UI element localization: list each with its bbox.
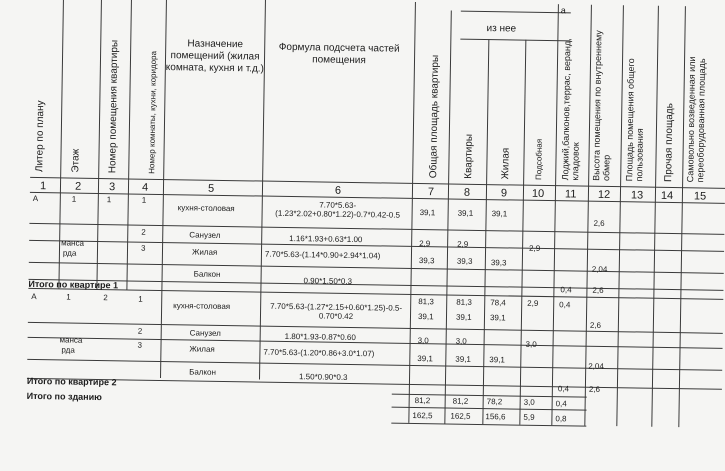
cell-purpose: кухня-столовая	[173, 301, 231, 312]
cell-height: 2,6	[592, 285, 604, 295]
cell-formula: 7.70*5.63-(1.23*2.02+0.80*1.22)-0.7*0.42-0.5	[275, 200, 401, 220]
cell-total-area: 39,1	[419, 208, 436, 218]
cell-room: 2	[137, 326, 143, 336]
col-number: 12	[597, 188, 611, 202]
cell-formula: 7.70*5.63-(1.14*0.90+2.94*1.04)	[264, 249, 381, 261]
cell-total-area: 39,1	[417, 312, 434, 322]
subtotal-loggia: 0,4	[559, 300, 571, 310]
rule	[461, 11, 571, 14]
rule	[460, 39, 570, 42]
col-header-formula: Формула подсчета частей помещения	[278, 41, 400, 67]
col-header-common: Площадь помещения общего пользования	[624, 58, 645, 182]
col-number: 6	[334, 184, 342, 197]
building-apartments: 162,5	[450, 411, 471, 421]
col-header-litera: Литер по плану	[34, 100, 47, 173]
cell-formula: 1.16*1.93+0.63*1.00	[289, 233, 363, 245]
subtotal-living: 78,2	[486, 397, 503, 407]
cell-room: 3	[137, 340, 143, 350]
rule	[444, 11, 451, 424]
cell-litera: А	[31, 291, 37, 302]
col-number: 2	[74, 180, 82, 193]
cell-formula: 7.70*5.63-(1.20*0.86+3.0*1.07)	[263, 347, 375, 359]
cell-apartments: 2,9	[457, 239, 469, 249]
cell-purpose: Балкон	[193, 269, 221, 279]
building-living: 156,6	[485, 412, 506, 422]
cell-floor-attic: манса	[61, 238, 85, 248]
col-header-other: Прочая площадь	[663, 103, 676, 183]
col-number: 13	[630, 189, 644, 202]
rule	[678, 6, 686, 427]
col-number: 8	[463, 186, 471, 199]
cell-purpose: Санузел	[189, 230, 221, 240]
subtotal-apartments: 81,2	[452, 396, 469, 406]
cell-floor-attic: рда	[61, 345, 75, 355]
col-number: 15	[693, 190, 707, 203]
cell-living: 39,1	[489, 355, 505, 365]
building-total-area: 162,5	[412, 410, 433, 421]
building-total-label: Итого по зданию	[26, 390, 102, 403]
cell-apartments: 39,1	[457, 208, 474, 218]
building-auxiliary: 5,9	[523, 412, 535, 422]
cell-apartment: 1	[106, 195, 112, 205]
cell-floor-attic: рда	[62, 248, 77, 258]
col-header-room: Номер комнаты, кухни, коридора	[147, 50, 159, 174]
building-loggia: 0,8	[555, 414, 567, 424]
cell-apartments: 3,0	[455, 336, 467, 346]
cell-room: 2	[141, 227, 146, 237]
cell-apartment: 2	[103, 293, 108, 303]
cell-total-area: 39,3	[418, 256, 435, 266]
col-number: 10	[531, 187, 545, 200]
cell-purpose: Жилая	[189, 344, 215, 354]
subtotal-loggia: 0,4	[555, 399, 567, 409]
subtotal-apartments: 81,3	[456, 297, 472, 307]
col-header-apartments: Квартиры	[463, 133, 475, 179]
col-number: 5	[207, 182, 215, 195]
subtotal-total-area: 81,3	[418, 297, 434, 307]
subtotal-total-area: 81,2	[414, 395, 431, 406]
col-header-auxiliary: Подсобная	[534, 138, 544, 180]
col-header-loggias: Лоджий,балконов,террас, веранд, кладовок	[560, 38, 581, 181]
cell-room: 3	[140, 243, 146, 253]
subtotal-living: 78,4	[490, 298, 506, 308]
subtotal-auxiliary: 2,9	[527, 298, 539, 308]
col-header-total-area: Общая площадь квартиры	[428, 54, 442, 179]
cell-purpose: Жилая	[191, 247, 218, 257]
col-header-apartment: Номер помещения квартиры	[107, 39, 121, 174]
col-header-floor: Этаж	[70, 148, 82, 173]
cell-room: 1	[141, 195, 147, 205]
cell-auxiliary: 3,0	[525, 339, 537, 349]
cell-auxiliary: 2,9	[529, 243, 541, 253]
col-number: 14	[660, 189, 674, 203]
cell-height: 2,04	[591, 264, 608, 274]
rule	[96, 0, 102, 289]
cell-height: 2,6	[593, 218, 605, 228]
cell-purpose: кухня-столовая	[177, 203, 235, 214]
cell-floor: 1	[71, 194, 77, 204]
cell-floor: 1	[66, 292, 71, 302]
cell-living: 39,1	[491, 209, 508, 219]
cell-total-area: 39,1	[417, 354, 433, 364]
cell-formula: 0.90*1.50*0.3	[303, 276, 353, 286]
col-number: 1	[39, 180, 47, 193]
col-number: 7	[427, 186, 435, 199]
cell-height: 2,6	[589, 320, 602, 330]
cell-formula: 7.70*5.63-(1.27*2.15+0.60*1.25)-0.5-0.70*0.42	[270, 301, 403, 322]
cell-height: 2,04	[588, 361, 604, 371]
rule	[126, 0, 132, 289]
col-header-unauthorized: Самовольно возведенная или переоборудованная площадь	[685, 56, 708, 183]
col-number: 9	[500, 187, 508, 200]
subtotal-label: Итого по квартире 1	[28, 278, 119, 291]
cell-apartments: 39,1	[455, 312, 472, 322]
cell-total-area: 2,9	[419, 239, 431, 249]
cell-room: 1	[138, 294, 143, 304]
col-number: 11	[564, 188, 577, 201]
rule	[616, 5, 624, 426]
part-of-header: из нее	[486, 23, 517, 35]
cell-living: 39,3	[490, 258, 507, 268]
cell-formula: 1.80*1.93-0.87*0.60	[284, 331, 356, 343]
cell-litera: А	[32, 193, 39, 204]
col-header-height: Высота помещения по внутреннему обмер	[591, 30, 612, 182]
rule	[551, 4, 559, 425]
cell-loggia: 0,4	[560, 285, 572, 295]
cell-floor-attic: манса	[59, 335, 83, 345]
cell-purpose: Санузел	[189, 328, 221, 338]
cell-loggia: 0,4	[557, 384, 570, 394]
cell-height: 2,6	[588, 384, 601, 394]
subtotal-auxiliary: 3,0	[523, 397, 535, 407]
cell-apartments: 39,3	[456, 256, 473, 266]
col-number: 4	[141, 181, 149, 194]
cell-total-area: 3,0	[417, 336, 429, 346]
col-header-living: Жилая	[500, 147, 512, 180]
cell-living: 39,1	[489, 313, 506, 323]
cell-apartments: 39,1	[455, 354, 471, 364]
cell-purpose: Балкон	[189, 367, 217, 377]
rule	[651, 6, 659, 427]
cell-formula: 1.50*0.90*0.3	[298, 372, 348, 382]
subtotal-label: Итого по квартире 2	[26, 375, 117, 388]
col-header-purpose: Назначение помещений (жилая комната, кухня и т.д.)	[165, 38, 265, 75]
col-number: 3	[108, 181, 116, 194]
cut-off-fragment: а	[560, 5, 566, 16]
